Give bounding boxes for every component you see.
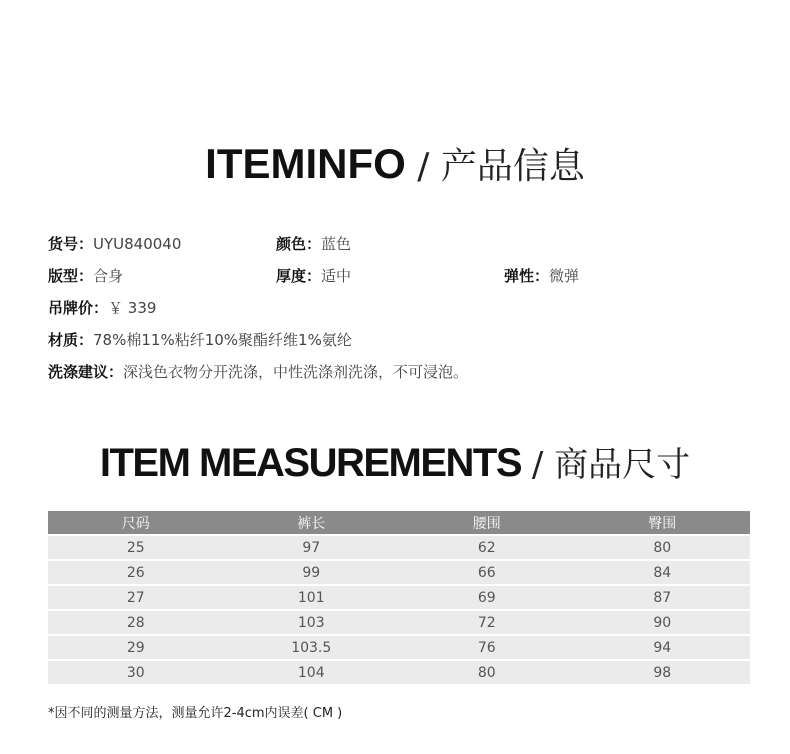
info-price (48, 297, 156, 318)
info-article (48, 233, 181, 254)
table-row (48, 585, 750, 610)
info-value: 蓝色 (321, 235, 352, 253)
item-info-title-separator: / (405, 146, 441, 187)
cell-hip: 84 (575, 560, 751, 585)
info-thickness (276, 265, 351, 286)
table-row (48, 560, 750, 585)
info-value: 合身 (93, 267, 124, 285)
cell-waist: 69 (399, 585, 575, 610)
table-row (48, 635, 750, 660)
item-measurements-title-en: ITEM MEASUREMENTS (99, 441, 522, 485)
cell-hip: 87 (575, 585, 751, 610)
item-info-title-zh: 产品信息 (440, 146, 585, 187)
table-row (48, 610, 750, 635)
cell-waist: 66 (399, 560, 575, 585)
header-waist: 腰围 (399, 511, 575, 535)
cell-size: 29 (48, 635, 224, 660)
header-hip: 臀围 (575, 511, 751, 535)
cell-length: 99 (224, 560, 400, 585)
info-value: 深浅色衣物分开洗涤，中性洗涤剂洗涤，不可浸泡。 (123, 363, 469, 381)
info-label: 材质： (48, 331, 94, 349)
info-label: 版型： (48, 267, 94, 285)
cell-size: 25 (48, 535, 224, 560)
cell-size: 27 (48, 585, 224, 610)
cell-length: 104 (224, 660, 400, 684)
info-color (276, 233, 351, 254)
header-size: 尺码 (48, 511, 224, 535)
info-value: 微弹 (549, 267, 580, 285)
cell-hip: 94 (575, 635, 751, 660)
cell-hip: 90 (575, 610, 751, 635)
header-length: 裤长 (224, 511, 400, 535)
cell-waist: 80 (399, 660, 575, 684)
info-label: 货号： (48, 235, 94, 253)
cell-waist: 72 (399, 610, 575, 635)
cell-size: 26 (48, 560, 224, 585)
cell-size: 28 (48, 610, 224, 635)
info-value: 78%棉11%粘纤10%聚酯纤维1%氨纶 (93, 331, 352, 349)
info-value: 适中 (321, 267, 352, 285)
cell-length: 101 (224, 585, 400, 610)
item-measurements-title (0, 437, 790, 486)
info-label: 颜色： (276, 235, 322, 253)
measurement-table (48, 511, 750, 684)
item-info-title-en: ITEMINFO (205, 140, 406, 187)
info-label: 弹性： (504, 267, 550, 285)
info-material (48, 329, 352, 350)
item-info-title (0, 138, 790, 189)
info-wash (48, 361, 468, 382)
info-label: 洗涤建议： (48, 363, 124, 381)
info-label: 厚度： (276, 267, 322, 285)
info-fit (48, 265, 123, 286)
cell-waist: 76 (399, 635, 575, 660)
cell-hip: 98 (575, 660, 751, 684)
cell-size: 30 (48, 660, 224, 684)
table-header-row (48, 511, 750, 535)
info-elastic (504, 265, 579, 286)
table-row (48, 660, 750, 684)
measurement-note: *因不同的测量方法，测量允许2-4cm内误差( CM ) (48, 706, 343, 721)
cell-hip: 80 (575, 535, 751, 560)
cell-length: 103.5 (224, 635, 400, 660)
info-value: ￥ 339 (108, 299, 157, 317)
info-value: UYU840040 (93, 235, 182, 253)
info-label: 吊牌价： (48, 299, 109, 317)
cell-waist: 62 (399, 535, 575, 560)
cell-length: 97 (224, 535, 400, 560)
item-measurements-title-separator: / (521, 445, 555, 485)
cell-length: 103 (224, 610, 400, 635)
table-row (48, 535, 750, 560)
item-measurements-title-zh: 商品尺寸 (554, 445, 691, 485)
